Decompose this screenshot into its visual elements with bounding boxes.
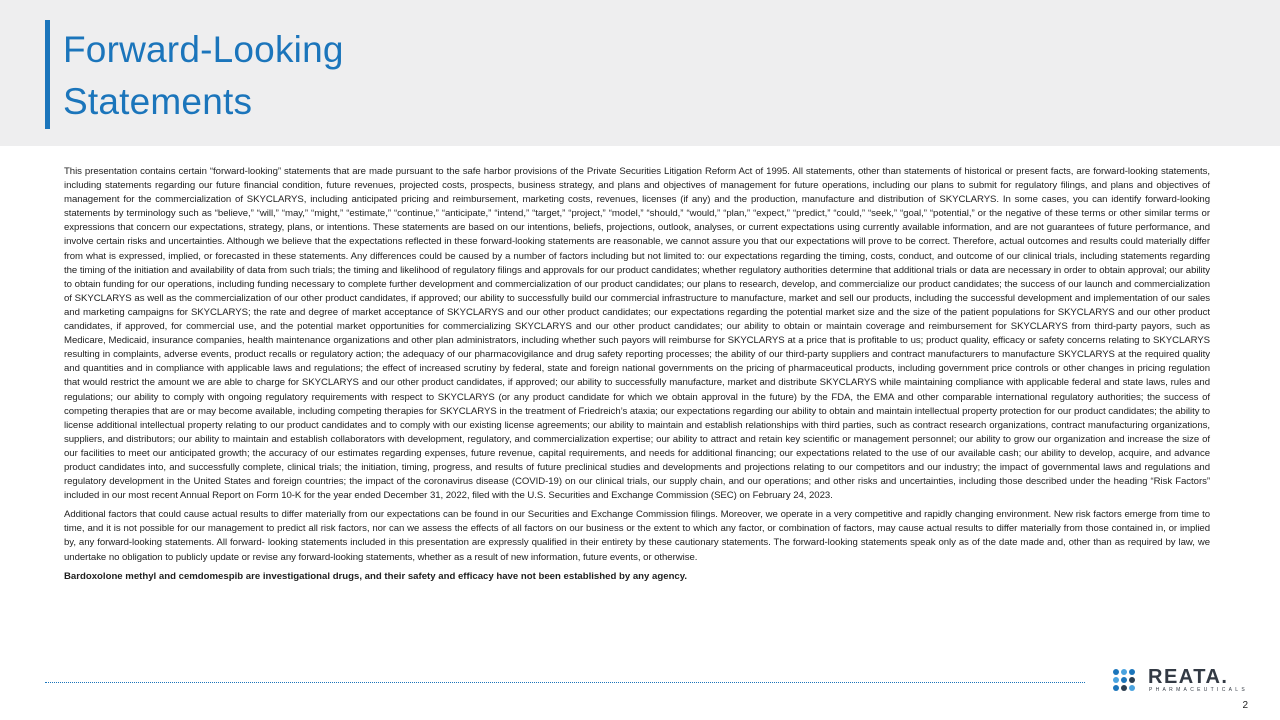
dot-grid-logo-icon	[1112, 668, 1140, 696]
disclaimer-paragraph-1: This presentation contains certain “forward-looking” statements that are made pursuant to the safe harbor provisions of the Private Securities Litigation Reform Act of 1995. All statements, other than statements of historical or present facts, are forward-looking statements, including statements regarding our future financial condition, future revenues, projected costs, prospects, business strategy, and plans and objectives of management for future operations, including our plans to submit for regulatory filings, and plans and objectives of management for the commercialization of SKYCLARYS, including anticipated pricing and reimbursement, marketing costs, revenues, licenses (if any) and the production, manufacture and distribution of SKYCLARYS. In some cases, you can identify forward-looking statements by terminology such as “believe,” “will,” “may,” “might,” “estimate,” “continue,” “anticipate,” “intend,” “target,” “project,” “model,” “should,” “would,” “plan,” “expect,” “predict,” “could,” “seek,” “goal,” “potential,” or the negative of these terms or other similar terms or expressions that concern our expectations, strategy, plans, or intentions. These statements are based on our intentions, beliefs, projections, outlook, analyses, or current expectations using currently available information, and are not guarantees of future performance, and involve certain risks and uncertainties. Although we believe that the expectations reflected in these forward-looking statements are reasonable, we cannot assure you that our expectations will prove to be correct. Therefore, actual outcomes and results could materially differ from what is expressed, implied, or forecasted in these statements. Any differences could be caused by a number of factors including but not limited to: our expectations regarding the timing, costs, conduct, and outcome of our clinical trials, including statements regarding the timing of the initiation and availability of data from such trials; the timing and likelihood of regulatory filings and approvals for our product candidates; whether regulatory authorities determine that additional trials or data are necessary in order to obtain approval; our ability to obtain funding for our operations, including funding necessary to complete further development and commercialization of our product candidates; our plans to research, develop, and commercialize our product candidates; the success of our launch and commercialization of SKYCLARYS as well as the commercialization of our other product candidates, if approved; our ability to successfully build our commercial infrastructure to manufacture, market and sell our products, including the successful development and implementation of our sales and marketing campaigns for SKYCLARYS; the rate and degree of market acceptance of SKYCLARYS and our other product candidates; our expectations regarding the potential market size and the size of the patient populations for SKYCLARYS and our other product candidates, if approved, for commercial use, and the potential market opportunities for commercializing SKYCLARYS and our other product candidates; our ability to obtain or maintain coverage and reimbursement for SKYCLARYS from third-party payors, such as Medicare, Medicaid, insurance companies, health maintenance organizations and other plan administrators, including whether such payors will reimburse for SKYCLARYS at a price that is profitable to us; product quality, efficacy or safety concerns relating to SKYCLARYS resulting in complaints, adverse events, product recalls or regulatory action; the adequacy of our pharmacovigilance and drug safety reporting processes; the ability of our third-party suppliers and contract manufacturers to manufacture SKYCLARYS at the required quality and quantities and in compliance with applicable laws and regulations; the effect of increased scrutiny by federal, state and foreign national governments on the pricing of pharmaceutical products, including government price controls or other changes in pricing regulation that would restrict the amount we are able to charge for SKYCLARYS and our other product candidates, if approved; our ability to successfully manufacture, market and distribute SKYCLARYS while maintaining compliance with applicable federal and state laws, rules and regulations; our ability to comply with ongoing regulatory requirements with respect to SKYCLARYS (or any product candidate for which we obtain approval in the future) by the FDA, the EMA and other comparable international regulatory authorities; the success of competing therapies that are or may become available, including competing therapies for SKYCLARYS in the treatment of Friedreich’s ataxia; our expectations regarding our ability to obtain and maintain intellectual property protection for our product candidates; the ability to license additional intellectual property relating to our product candidates and to comply with our existing license agreements; our ability to maintain and establish relationships with third parties, such as contract research organizations, contract manufacturing organizations, suppliers, and distributors; our ability to maintain and establish collaborators with development, regulatory, and commercialization expertise; our ability to attract and retain key scientific or management personnel; our ability to grow our organization and increase the size of our facilities to meet our anticipated growth; the accuracy of our estimates regarding expenses, future revenue, capital requirements, and needs for additional financing; our expectations related to the use of our available cash; our ability to develop, acquire, and advance product candidates into, and successfully complete, clinical trials; the initiation, timing, progress, and results of future preclinical studies and developments and projections relating to our competitors and our industry; the impact of governmental laws and regulations and regulatory development in the United States and foreign countries; the impact of the coronavirus disease (COVID-19) on our clinical trials, our supply chain, and our operations; and other risks and uncertainties, including those described under the heading “Risk Factors” included in our most recent Annual Report on Form 10-K for the year ended December 31, 2022, filed with the U.S. Securities and Exchange Commission (SEC) on February 24, 2023.	[64, 166, 1210, 502]
page-number: 2	[1242, 700, 1248, 711]
title-accent-bar	[45, 20, 50, 129]
page-title-line2: Statements	[63, 81, 253, 122]
header-band	[0, 0, 1280, 146]
logo-subtitle: PHARMACEUTICALS	[1149, 687, 1248, 693]
investigational-drugs-note: Bardoxolone methyl and cemdomespib are investigational drugs, and their safety and efficacy have not been established by any agency.	[64, 570, 688, 582]
page-title	[63, 24, 763, 128]
disclaimer-body	[64, 165, 1210, 584]
company-logo	[1112, 666, 1252, 696]
disclaimer-paragraph-2: Additional factors that could cause actual results to differ materially from our expectations can be found in our Securities and Exchange Commission filings. Moreover, we operate in a very competitive and rapidly changing environment. New risk factors emerge from time to time, and it is not possible for our management to predict all risk factors, nor can we assess the effects of all factors on our business or the extent to which any factor, or combination of factors, may cause actual results to differ materially from those contained in, or implied by, any forward-looking statements. All forward- looking statements included in this presentation are expressly qualified in their entirety by these cautionary statements. The forward-looking statements speak only as of the date made and, other than as required by law, we undertake no obligation to publicly update or revise any forward-looking statements, whether as a result of new information, future events, or otherwise.	[64, 509, 1210, 563]
logo-wordmark: REATA.	[1148, 666, 1229, 688]
page-title-line1: Forward-Looking	[63, 29, 344, 70]
footer-dotted-divider	[45, 682, 1085, 683]
